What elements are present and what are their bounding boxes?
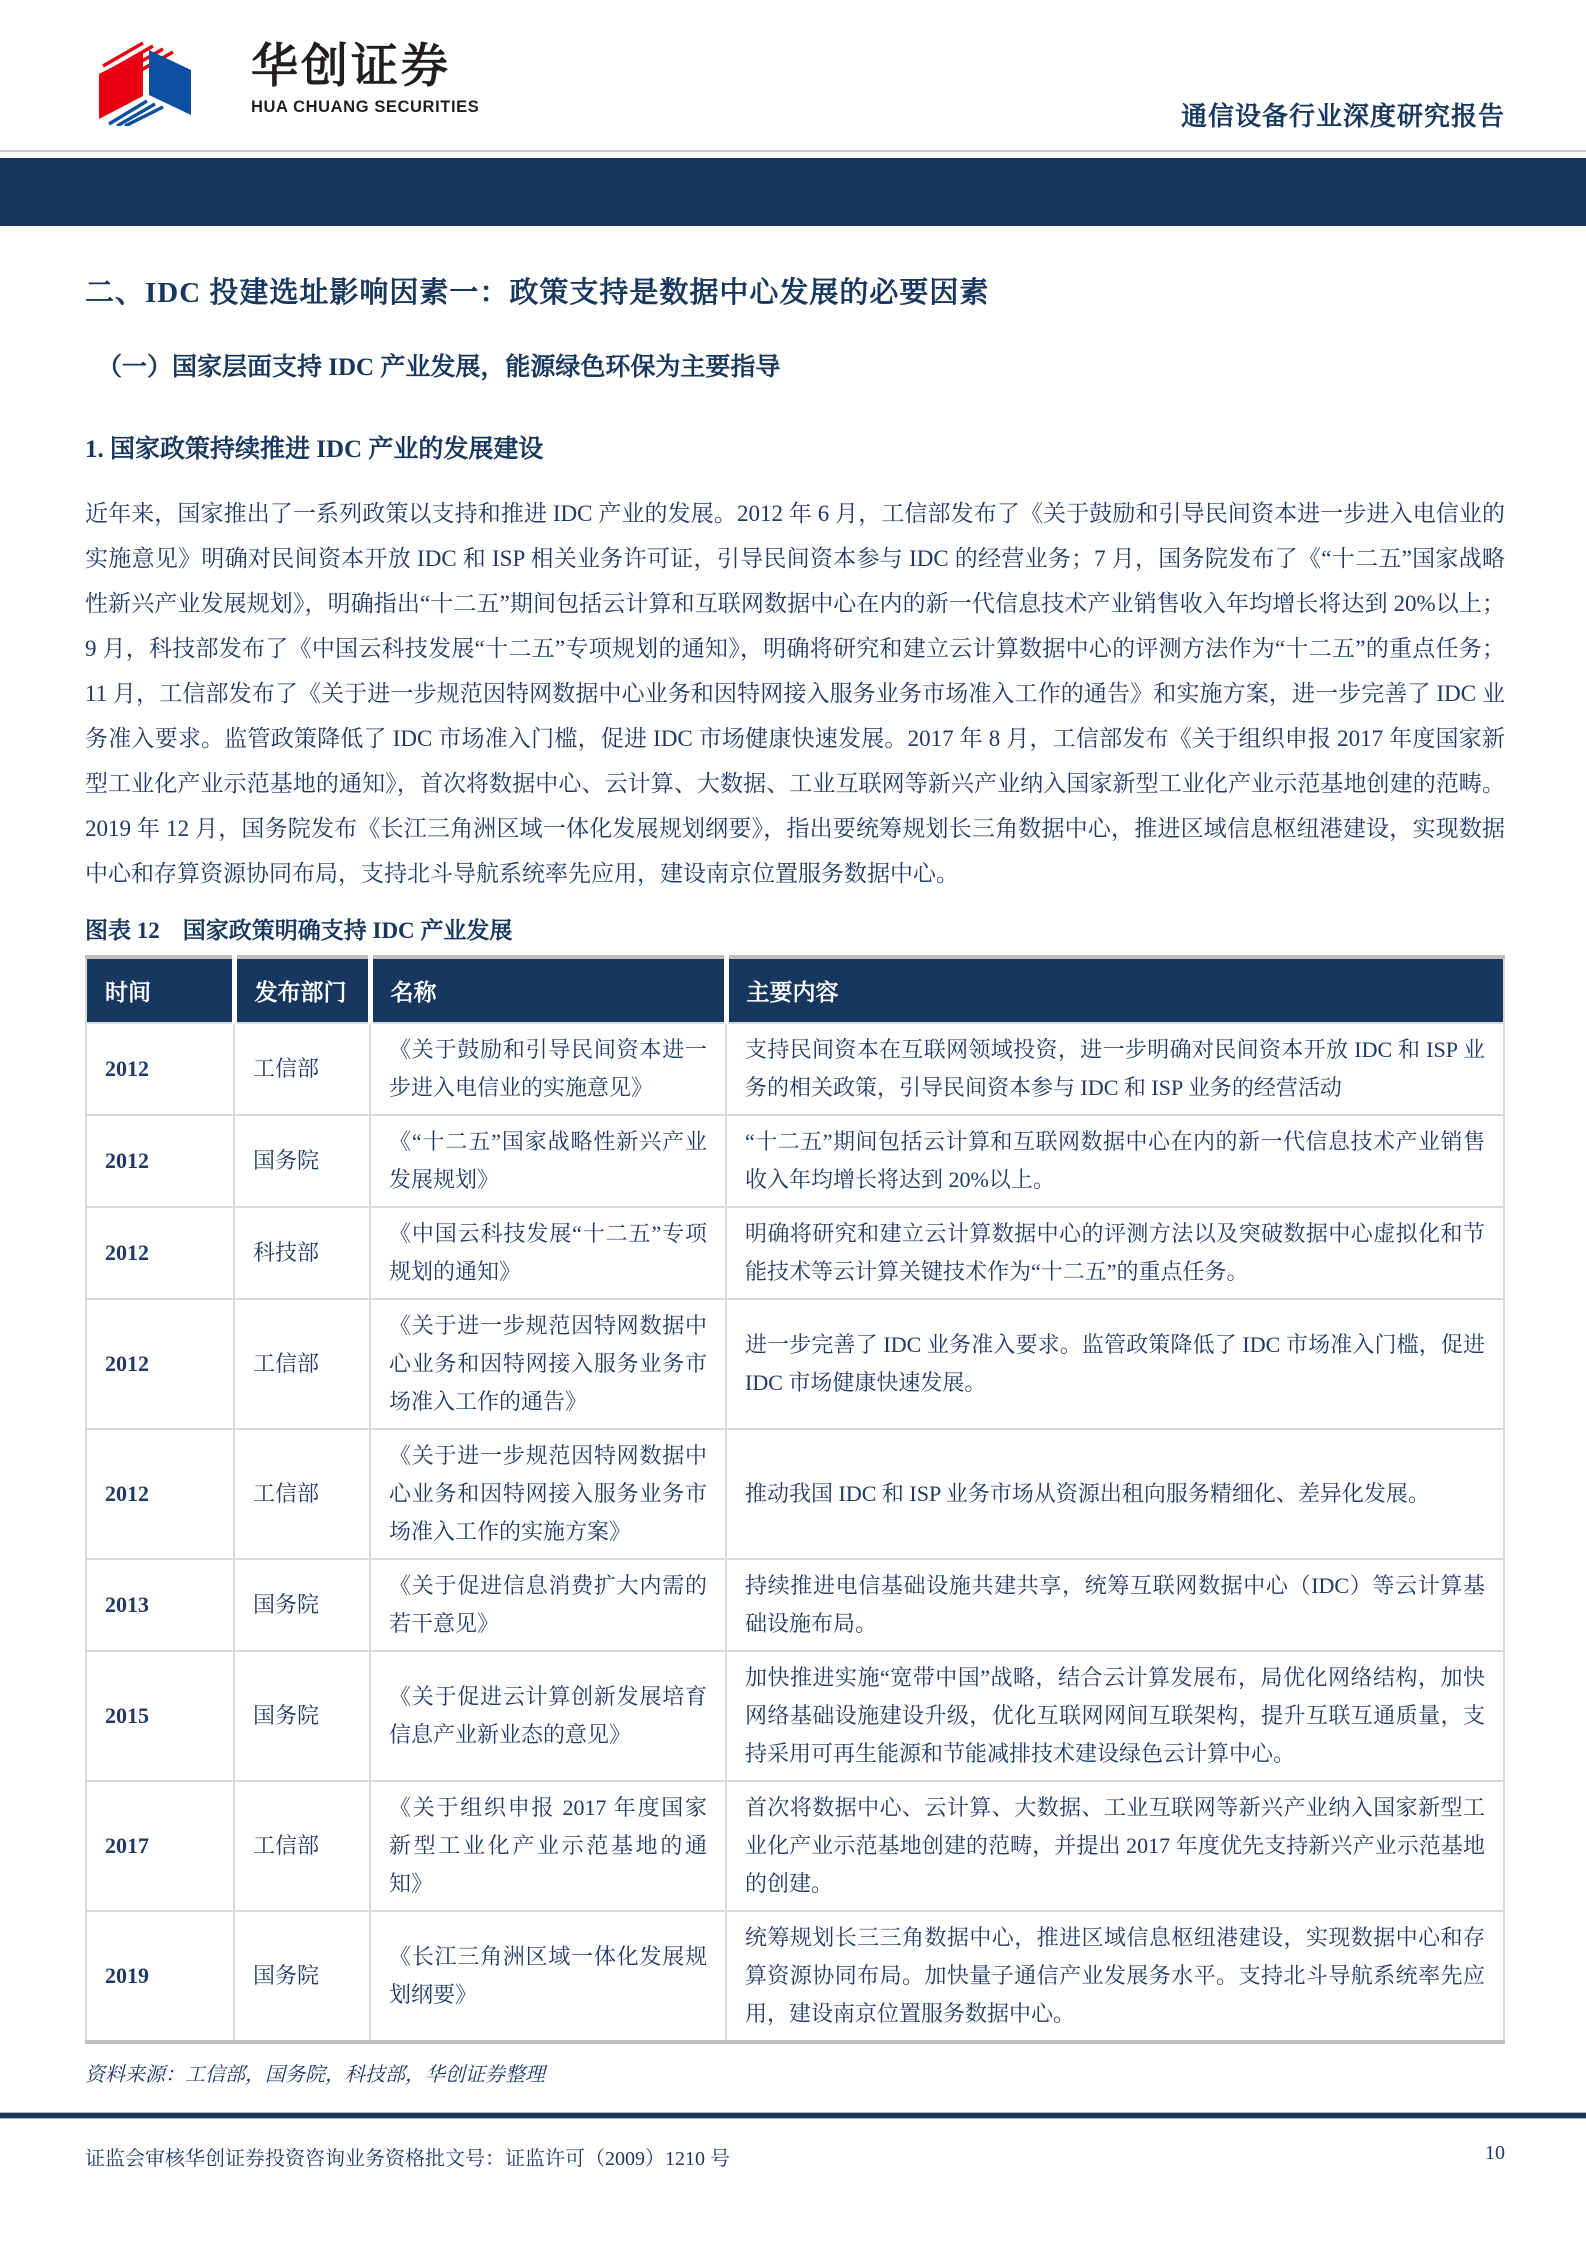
table-row [86, 1429, 1504, 1559]
cell-content: 明确将研究和建立云计算数据中心的评测方法以及突破数据中心虚拟化和节能技术等云计算关键技术作为“十二五”的重点任务。 [726, 1207, 1504, 1299]
subsubsection-heading: 1. 国家政策持续推进 IDC 产业的发展建设 [85, 436, 544, 463]
cell-year: 2012 [86, 1429, 234, 1559]
logo-text [251, 39, 479, 116]
cell-year: 2017 [86, 1781, 234, 1911]
page-number: 10 [1485, 2142, 1505, 2164]
col-header-name: 名称 [370, 957, 726, 1023]
cell-year: 2012 [86, 1299, 234, 1429]
table-row [86, 1651, 1504, 1781]
table-row [86, 1207, 1504, 1299]
cell-dept: 工信部 [234, 1299, 370, 1429]
cell-dept: 科技部 [234, 1207, 370, 1299]
cell-dept: 工信部 [234, 1023, 370, 1115]
cell-name: 《中国云科技发展“十二五”专项规划的通知》 [370, 1207, 726, 1299]
cell-year: 2012 [86, 1023, 234, 1115]
huachuang-logo [85, 30, 479, 126]
cell-content: “十二五”期间包括云计算和互联网数据中心在内的新一代信息技术产业销售收入年均增长将达到 20%以上。 [726, 1115, 1504, 1207]
report-type-label: 通信设备行业深度研究报告 [1180, 102, 1505, 131]
cell-name: 《关于促进云计算创新发展培育信息产业新业态的意见》 [370, 1651, 726, 1781]
cell-content: 持续推进电信基础设施共建共享，统筹互联网数据中心（IDC）等云计算基础设施布局。 [726, 1559, 1504, 1651]
cell-content: 首次将数据中心、云计算、大数据、工业互联网等新兴产业纳入国家新型工业化产业示范基地创建的范畴，并提出 2017 年度优先支持新兴产业示范基地的创建。 [726, 1781, 1504, 1911]
policy-table [85, 955, 1505, 2044]
cell-name: 《关于组织申报 2017 年度国家新型工业化产业示范基地的通知》 [370, 1781, 726, 1911]
cell-content: 推动我国 IDC 和 ISP 业务市场从资源出租向服务精细化、差异化发展。 [726, 1429, 1504, 1559]
cell-dept: 国务院 [234, 1651, 370, 1781]
logo-name-en: HUA CHUANG SECURITIES [251, 97, 480, 116]
cell-content: 支持民间资本在互联网领域投资，进一步明确对民间资本开放 IDC 和 ISP 业务的相关政策，引导民间资本参与 IDC 和 ISP 业务的经营活动 [726, 1023, 1504, 1115]
table-header-row [86, 957, 1504, 1023]
section-heading: 二、IDC 投建选址影响因素一：政策支持是数据中心发展的必要因素 [85, 277, 990, 309]
cell-name: 《关于鼓励和引导民间资本进一步进入电信业的实施意见》 [370, 1023, 726, 1115]
cell-dept: 工信部 [234, 1429, 370, 1559]
logo-cube-icon [85, 30, 237, 126]
page-content [85, 226, 1505, 2087]
footer-rule [0, 2112, 1586, 2119]
cell-dept: 国务院 [234, 1115, 370, 1207]
table-row [86, 1781, 1504, 1911]
subsection-heading: （一）国家层面支持 IDC 产业发展，能源绿色环保为主要指导 [97, 354, 781, 381]
cell-year: 2013 [86, 1559, 234, 1651]
cell-year: 2012 [86, 1115, 234, 1207]
figure-caption: 图表 12 国家政策明确支持 IDC 产业发展 [85, 918, 513, 943]
cell-name: 《“十二五”国家战略性新兴产业发展规划》 [370, 1115, 726, 1207]
footer-license-text: 证监会审核华创证券投资咨询业务资格批文号：证监许可（2009）1210 号 [85, 2148, 730, 2170]
col-header-time: 时间 [86, 957, 234, 1023]
table-row [86, 1023, 1504, 1115]
cell-name: 《关于进一步规范因特网数据中心业务和因特网接入服务业务市场准入工作的实施方案》 [370, 1429, 726, 1559]
cell-year: 2012 [86, 1207, 234, 1299]
table-row [86, 1911, 1504, 2042]
table-row [86, 1115, 1504, 1207]
body-paragraph: 近年来，国家推出了一系列政策以支持和推进 IDC 产业的发展。2012 年 6 月，工信部发布了《关于鼓励和引导民间资本进一步进入电信业的实施意见》明确对民间资本开放 IDC 和 ISP 相关业务许可证，引导民间资本参与 IDC 的经营业务；7 月，国务院发布了《“十二五”国家战略性新兴产业发展规划》，明确指出“十二五”期间包括云计算和互联网数据中心在内的新一代信息技术产业销售收入年均增长将达到 20%以上；9 月，科技部发布了《中国云科技发展“十二五”专项规划的通知》，明确将研究和建立云计算数据中心的评测方法作为“十二五”的重点任务；11 月，工信部发布了《关于进一步规范因特网数据中心业务和因特网接入服务业务市场准入工作的通告》和实施方案，进一步完善了 IDC 业务准入要求。监管政策降低了 IDC 市场准入门槛，促进 IDC 市场健康快速发展。2017 年 8 月，工信部发布《关于组织申报 2017 年度国家新型工业化产业示范基地的通知》，首次将数据中心、云计算、大数据、工业互联网等新兴产业纳入国家新型工业化产业示范基地创建的范畴。2019 年 12 月，国务院发布《长江三角洲区域一体化发展规划纲要》，指出要统筹规划长三角数据中心，推进区域信息枢纽港建设，实现数据中心和存算资源协同布局，支持北斗导航系统率先应用，建设南京位置服务数据中心。 [85, 501, 1505, 886]
table-row [86, 1559, 1504, 1651]
cell-year: 2015 [86, 1651, 234, 1781]
source-note: 资料来源：工信部，国务院，科技部，华创证券整理 [85, 2064, 545, 2086]
cell-name: 《关于促进信息消费扩大内需的若干意见》 [370, 1559, 726, 1651]
cell-dept: 工信部 [234, 1781, 370, 1911]
col-header-content: 主要内容 [726, 957, 1504, 1023]
logo-name-cn: 华创证券 [251, 39, 451, 93]
header-divider [0, 150, 1586, 152]
table-row [86, 1299, 1504, 1429]
cell-dept: 国务院 [234, 1911, 370, 2042]
cell-name: 《长江三角洲区域一体化发展规划纲要》 [370, 1911, 726, 2042]
cell-content: 统筹规划长三三角数据中心，推进区域信息枢纽港建设，实现数据中心和存算资源协同布局。加快量子通信产业发展务水平。支持北斗导航系统率先应用，建设南京位置服务数据中心。 [726, 1911, 1504, 2042]
col-header-dept: 发布部门 [234, 957, 370, 1023]
section-banner [0, 158, 1586, 226]
cell-content: 加快推进实施“宽带中国”战略，结合云计算发展布，局优化网络结构，加快网络基础设施建设升级，优化互联网网间互联架构，提升互联互通质量，支持采用可再生能源和节能减排技术建设绿色云计算中心。 [726, 1651, 1504, 1781]
footer [85, 2142, 1505, 2171]
cell-dept: 国务院 [234, 1559, 370, 1651]
cell-name: 《关于进一步规范因特网数据中心业务和因特网接入服务业务市场准入工作的通告》 [370, 1299, 726, 1429]
cell-year: 2019 [86, 1911, 234, 2042]
cell-content: 进一步完善了 IDC 业务准入要求。监管政策降低了 IDC 市场准入门槛，促进 IDC 市场健康快速发展。 [726, 1299, 1504, 1429]
